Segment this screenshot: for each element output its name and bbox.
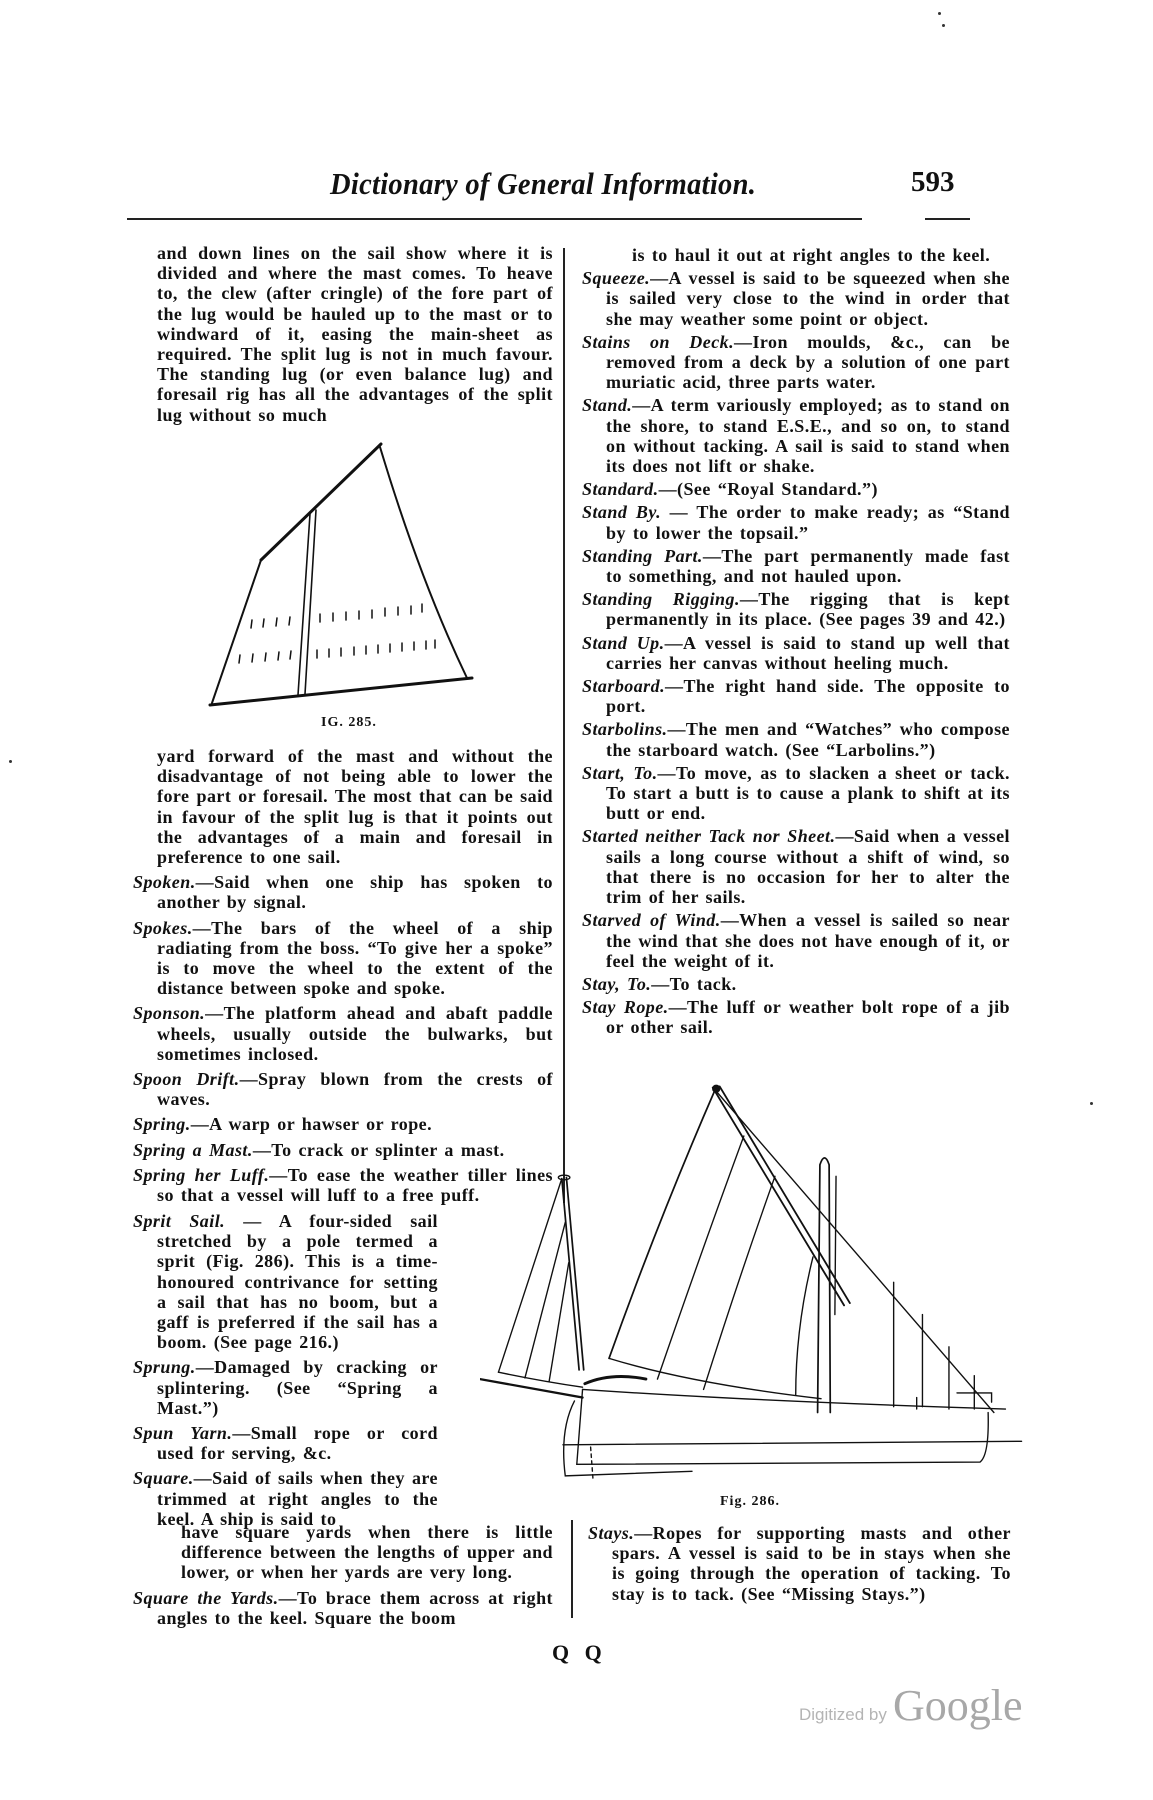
dictionary-entry — [582, 719, 1010, 759]
dictionary-entry — [582, 332, 1010, 393]
entry-term: Starboard. — [582, 676, 666, 697]
dictionary-entry — [133, 1211, 438, 1352]
figure-285-split-lug-sail — [200, 430, 500, 720]
entry-definition: —The men and “Watches” who compose the starboard watch. (See “Larbolins.”) — [606, 719, 1010, 760]
figure-286-sprit-sail-barge — [480, 1070, 1025, 1490]
dictionary-entry — [582, 633, 1010, 673]
intro-paragraph: is to haul it out at right angles to the keel. — [632, 245, 991, 265]
header-rule — [127, 218, 862, 220]
entry-term: Spring. — [133, 1114, 191, 1135]
entry-term: Standing Part. — [582, 545, 703, 566]
entry-definition: —Iron moulds, &c., can be removed from a deck by a solution of one part muriatic acid, three parts water. — [606, 331, 1010, 393]
entry-definition: —A vessel is said to stand up well that carries her canvas without heeling much. — [606, 632, 1011, 673]
figure-285-caption: IG. 285. — [321, 715, 377, 730]
right-column-top — [582, 245, 1010, 1038]
entry-definition: —To ease the weather tiller lines so that a vessel will luff to a free puff. — [157, 1164, 553, 1206]
dictionary-entry — [133, 1003, 553, 1064]
entry-definition: — A four-sided sail stretched by a pole termed a sprit (Fig. 286). This is a time-honoured contrivance for setting a sail that has no boom, but a gaff is preferred if the sail has a boom. (See page 216.) — [157, 1211, 439, 1353]
entry-term: Spoken. — [133, 872, 196, 893]
entry-definition: —The bars of the wheel of a ship radiating from the boss. “To give her a spoke” is to move the wheel to the extent of the distance between spoke and spoke. — [157, 917, 553, 999]
entry-definition: —The part permanently made fast to something, and not hauled upon. — [606, 545, 1010, 587]
entry-term: Sprung. — [133, 1357, 196, 1378]
entry-term: Start, To. — [582, 762, 658, 783]
entry-definition: —Said of sails when they are trimmed at right angles to the keel. A ship is said to — [157, 1468, 438, 1529]
left-column-bottom — [133, 1522, 553, 1628]
entry-list — [588, 1523, 1011, 1604]
entry-definition: —Spray blown from the crests of waves. — [157, 1069, 553, 1110]
entry-definition: —To brace them across at right angles to the keel. Square the boom — [157, 1587, 553, 1628]
entry-definition: —A warp or hawser or rope. — [190, 1114, 433, 1135]
dictionary-entry — [133, 918, 553, 999]
entry-term: Stand By. — [582, 502, 662, 523]
entry-definition: —The luff or weather bolt rope of a jib or other sail. — [606, 997, 1010, 1038]
entry-definition: —Ropes for supporting masts and other spars. A vessel is said to be in stays when she is going through the operation of tacking. To stay is to tack. (See “Missing Stays.”) — [612, 1523, 1011, 1604]
entry-term: Stains on Deck. — [582, 331, 735, 352]
dictionary-entry — [582, 502, 1010, 542]
entry-definition: —To crack or splinter a mast. — [252, 1139, 505, 1160]
dictionary-entry — [133, 1588, 553, 1628]
dictionary-entry — [582, 826, 1010, 907]
entry-term: Starbolins. — [582, 719, 668, 740]
entry-definition: —Said when a vessel sails a long course without a shift of wind, so that there is no occasion for her to alter the trim of her sails. — [606, 826, 1011, 908]
dictionary-entry — [582, 268, 1010, 329]
running-head-title: Dictionary of General Information. — [330, 166, 757, 201]
dictionary-entry — [582, 395, 1010, 476]
entry-definition: —Damaged by cracking or splintering. (See “Spring a Mast.”) — [157, 1357, 438, 1418]
entry-term: Stays. — [588, 1523, 635, 1543]
figure-286-caption: Fig. 286. — [720, 1494, 780, 1509]
dictionary-entry — [582, 997, 1010, 1037]
page-number: 593 — [911, 166, 955, 198]
entry-definition: — The order to make ready; as “Stand by to lower the topsail.” — [606, 502, 1010, 543]
dictionary-entry — [133, 1468, 438, 1529]
dictionary-entry — [133, 872, 553, 912]
entry-definition: —Said when one ship has spoken to another by signal. — [157, 872, 553, 913]
entry-term: Sprit Sail. — [133, 1211, 226, 1231]
dictionary-entry — [582, 479, 1010, 499]
signature-mark: Q Q — [552, 1640, 602, 1665]
left-column-narrow — [133, 1211, 438, 1529]
entry-definition: —(See “Royal Standard.”) — [658, 479, 878, 500]
entry-definition: —A vessel is said to be squeezed when she is sailed very close to the wind in order that she may weather some point or object. — [606, 268, 1010, 329]
entry-term: Squeeze. — [582, 268, 651, 289]
column-divider-lower — [571, 1520, 573, 1618]
entry-term: Standing Rigging. — [582, 589, 740, 610]
entry-definition: —A term variously employed; as to stand on the shore, to stand E.S.E., and so on, to stand on without tacking. A sail is said to stand when its does not lift or shake. — [606, 395, 1010, 477]
column-divider — [563, 248, 565, 1203]
entry-definition: —The rigging that is kept permanently in its place. (See pages 39 and 42.) — [606, 589, 1010, 630]
google-watermark-logo: Google — [893, 1681, 1023, 1730]
dictionary-entry — [582, 676, 1010, 716]
dictionary-entry — [133, 1423, 438, 1463]
dictionary-entry — [582, 546, 1010, 586]
scan-speck — [942, 24, 945, 27]
entry-term: Stand Up. — [582, 632, 665, 653]
scan-speck — [938, 12, 941, 15]
entry-term: Starved of Wind. — [582, 910, 721, 931]
entry-term: Spring a Mast. — [133, 1139, 253, 1160]
entry-definition: —The right hand side. The opposite to port. — [606, 676, 1010, 717]
scan-speck — [1090, 1102, 1093, 1105]
left-column-top — [133, 243, 553, 425]
dictionary-entry — [588, 1523, 1011, 1604]
entry-term: Sponson. — [133, 1003, 206, 1024]
entry-term: Spokes. — [133, 917, 193, 938]
watermark-prefix: Digitized by — [799, 1705, 887, 1724]
entry-definition: —To tack. — [651, 973, 737, 994]
entry-term: Stay Rope. — [582, 997, 669, 1018]
right-column-bottom — [588, 1523, 1011, 1604]
entry-definition: —To move, as to slacken a sheet or tack. To start a butt is to cause a plank to shift at its butt or end. — [606, 762, 1010, 824]
square-continuation: have square yards when there is little difference between the lengths of upper and lower, or when her yards are very long. — [181, 1522, 553, 1583]
entry-term: Standard. — [582, 479, 659, 500]
entry-definition: —The platform ahead and abaft paddle wheels, usually outside the bulwarks, but sometimes inclosed. — [157, 1003, 553, 1064]
entry-list — [133, 1588, 553, 1628]
entry-definition: —Small rope or cord used for serving, &c. — [157, 1423, 438, 1464]
entry-term: Spring her Luff. — [133, 1164, 270, 1185]
dictionary-entry — [582, 974, 1010, 994]
header-rule-fragment — [925, 218, 970, 220]
dictionary-entry — [582, 763, 1010, 824]
dictionary-entry — [582, 589, 1010, 629]
dictionary-entry — [133, 1357, 438, 1418]
entry-term: Spun Yarn. — [133, 1423, 233, 1444]
entry-term: Started neither Tack nor Sheet. — [582, 826, 836, 847]
entry-term: Stand. — [582, 395, 633, 416]
entry-term: Square the Yards. — [133, 1587, 279, 1608]
entry-list — [133, 1211, 438, 1529]
entry-list — [582, 268, 1010, 1037]
scan-speck — [9, 760, 12, 763]
entry-term: Stay, To. — [582, 973, 652, 994]
entry-term: Spoon Drift. — [133, 1069, 240, 1090]
entry-definition: —When a vessel is sailed so near the wind that she does not have enough of it, or feel the weight of it. — [606, 910, 1010, 971]
continuation-paragraph: yard forward of the mast and without the disadvantage of not being able to lower the fore part or foresail. The most that can be said in favour of the split lug is that it points out the advantages of a main and foresail in preference to one sail. — [157, 746, 553, 868]
intro-paragraph: and down lines on the sail show where it is divided and where the mast comes. To heave to, the clew (after cringle) of the fore part of the lug would be hauled up to the mast or to windward of it, easing the main-sheet as required. The split lug is not in much favour. The standing lug (or even balance lug) and foresail rig has all the advantages of the split lug without so much — [157, 243, 553, 425]
entry-term: Square. — [133, 1468, 194, 1489]
dictionary-entry — [582, 910, 1010, 971]
